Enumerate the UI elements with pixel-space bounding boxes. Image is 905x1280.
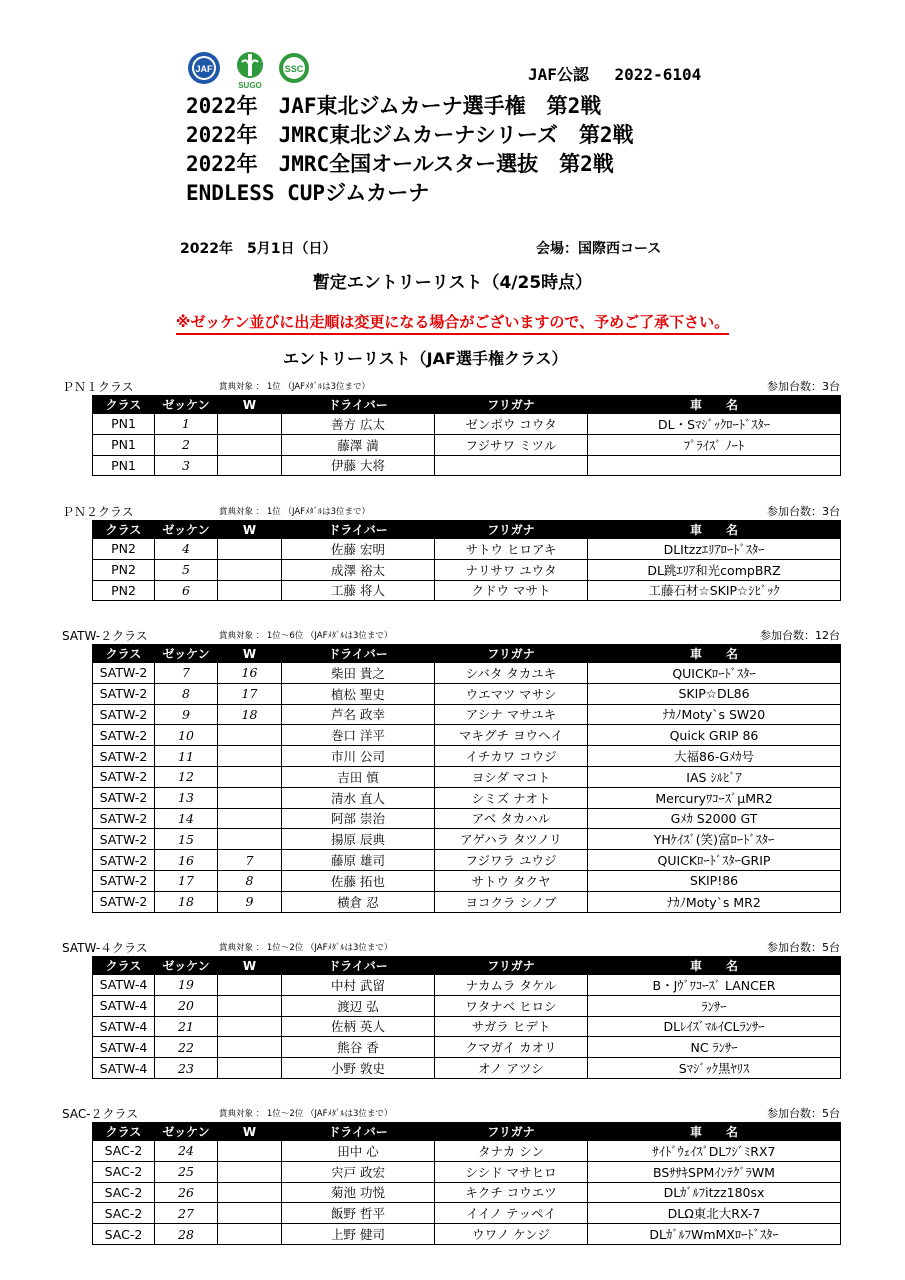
cell-class: SATW-2: [93, 704, 155, 725]
class-section: [62, 939, 842, 1079]
class-name: ＰＮ１クラス: [62, 380, 134, 394]
entry-table: [92, 956, 841, 1079]
cell-driver: 小野 敦史: [282, 1058, 435, 1079]
cell-driver: 清水 直人: [282, 787, 435, 808]
table-row: [93, 455, 841, 476]
cell-furigana: フジサワ ミツル: [435, 434, 588, 455]
cell-car-name: SKIP☆DL86: [588, 683, 841, 704]
cell-number: 22: [155, 1037, 218, 1058]
jaf-approval-number: JAF公認 2022-6104: [528, 65, 702, 84]
cell-number: 12: [155, 766, 218, 787]
cell-number: 17: [155, 870, 218, 891]
cell-class: SAC-2: [93, 1203, 155, 1224]
table-header-row: [93, 645, 841, 663]
cell-furigana: シシド マサヒロ: [435, 1161, 588, 1182]
cell-class: SATW-2: [93, 870, 155, 891]
cell-driver: 佐藤 宏明: [282, 539, 435, 560]
cell-car-name: DLｶﾞﾙﾌitzz180sx: [588, 1182, 841, 1203]
prize-criteria: 賞典対象 ： 1位～6位 （JAFﾒﾀﾞﾙは3位まで）: [219, 631, 393, 641]
ssc-logo: [279, 53, 309, 83]
table-row: [93, 1058, 841, 1079]
cell-class: SATW-2: [93, 787, 155, 808]
cell-class: SATW-2: [93, 683, 155, 704]
prize-criteria: 賞典対象 ： 1位 （JAFﾒﾀﾞﾙは3位まで）: [219, 382, 370, 392]
cell-car-name: BSｻｻｷSPMｲﾝﾃｸﾞﾗWM: [588, 1161, 841, 1182]
class-section-header: [62, 627, 842, 644]
entry-count: 参加台数：5台: [767, 941, 840, 954]
cell-number: 21: [155, 1016, 218, 1037]
cell-w: [218, 580, 282, 601]
event-title-line: 2022年 JMRC全国オールスター選抜 第2戦: [186, 152, 614, 176]
cell-number: 11: [155, 746, 218, 767]
table-row: [93, 725, 841, 746]
class-name: SATW-２クラス: [62, 629, 148, 643]
table-row: [93, 683, 841, 704]
cell-car-name: DL・Sﾏｼﾞｯｸﾛｰﾄﾞｽﾀｰ: [588, 414, 841, 435]
cell-driver: 工藤 将人: [282, 580, 435, 601]
cell-furigana: タナカ シン: [435, 1141, 588, 1162]
cell-car-name: YHｹｲｽﾞ(笑)富ﾛｰﾄﾞｽﾀｰ: [588, 829, 841, 850]
column-header-driver: ドライバー: [282, 957, 435, 975]
event-title-line: 2022年 JMRC東北ジムカーナシリーズ 第2戦: [186, 123, 634, 147]
table-row: [93, 1182, 841, 1203]
cell-number: 27: [155, 1203, 218, 1224]
event-title-line: 2022年 JAF東北ジムカーナ選手権 第2戦: [186, 94, 602, 118]
cell-number: 6: [155, 580, 218, 601]
cell-furigana: シミズ ナオト: [435, 787, 588, 808]
cell-driver: 渡辺 弘: [282, 995, 435, 1016]
cell-driver: 上野 健司: [282, 1224, 435, 1245]
cell-driver: 菊池 功悦: [282, 1182, 435, 1203]
class-name: ＰＮ２クラス: [62, 505, 134, 519]
cell-w: [218, 1224, 282, 1245]
table-header-row: [93, 396, 841, 414]
class-name: SAC-２クラス: [62, 1107, 139, 1121]
column-header-w: W: [218, 957, 282, 975]
cell-number: 14: [155, 808, 218, 829]
column-header-driver: ドライバー: [282, 645, 435, 663]
cell-w: [218, 539, 282, 560]
cell-w: [218, 1037, 282, 1058]
class-section: [62, 627, 842, 913]
cell-car-name: DLItzzｴﾘｱﾛｰﾄﾞｽﾀｰ: [588, 539, 841, 560]
class-section: [62, 1105, 842, 1245]
cell-class: PN2: [93, 539, 155, 560]
cell-w: [218, 1058, 282, 1079]
column-header-furigana: フリガナ: [435, 396, 588, 414]
cell-car-name: Sﾏｼﾞｯｸ黒ﾔﾘｽ: [588, 1058, 841, 1079]
column-header-class: クラス: [93, 396, 155, 414]
table-header-row: [93, 957, 841, 975]
cell-w: [218, 787, 282, 808]
cell-number: 2: [155, 434, 218, 455]
cell-class: PN2: [93, 580, 155, 601]
column-header-furigana: フリガナ: [435, 957, 588, 975]
cell-class: SATW-2: [93, 829, 155, 850]
table-row: [93, 891, 841, 912]
cell-driver: 伊藤 大将: [282, 455, 435, 476]
cell-furigana: ウエマツ マサシ: [435, 683, 588, 704]
cell-class: PN1: [93, 455, 155, 476]
cell-car-name: ﾗﾝｻｰ: [588, 995, 841, 1016]
prize-criteria: 賞典対象 ： 1位 （JAFﾒﾀﾞﾙは3位まで）: [219, 507, 370, 517]
cell-class: PN2: [93, 559, 155, 580]
event-venue: 会場：国際西コース: [536, 241, 662, 257]
class-section-header: [62, 503, 842, 520]
cell-car-name: QUICKﾛｰﾄﾞｽﾀｰ: [588, 663, 841, 684]
cell-number: 9: [155, 704, 218, 725]
cell-furigana: アシナ マサユキ: [435, 704, 588, 725]
cell-driver: 藤原 雄司: [282, 850, 435, 871]
cell-w: [218, 414, 282, 435]
entry-count: 参加台数：5台: [767, 1107, 840, 1120]
cell-furigana: ヨシダ マコト: [435, 766, 588, 787]
cell-w: [218, 766, 282, 787]
event-titles: [186, 92, 633, 208]
cell-furigana: ナカムラ タケル: [435, 975, 588, 996]
svg-text:SSC: SSC: [284, 64, 304, 74]
cell-car-name: ｻｲﾄﾞｳｪｲｽﾞDLﾌｼﾞﾐRX7: [588, 1141, 841, 1162]
sugo-logo: [237, 52, 263, 90]
cell-car-name: MercuryﾜｺｰｽﾞμMR2: [588, 787, 841, 808]
table-row: [93, 663, 841, 684]
cell-w: [218, 455, 282, 476]
column-header-w: W: [218, 1123, 282, 1141]
cell-class: PN1: [93, 434, 155, 455]
cell-number: 23: [155, 1058, 218, 1079]
cell-driver: 佐藤 拓也: [282, 870, 435, 891]
cell-class: SATW-2: [93, 746, 155, 767]
column-header-driver: ドライバー: [282, 1123, 435, 1141]
prize-criteria: 賞典対象 ： 1位～2位 （JAFﾒﾀﾞﾙは3位まで）: [219, 1109, 393, 1119]
cell-number: 13: [155, 787, 218, 808]
class-section: [62, 503, 842, 601]
column-header-number: ゼッケン: [155, 521, 218, 539]
cell-car-name: DL跳ｴﾘｱ和光compBRZ: [588, 559, 841, 580]
cell-furigana: サトウ ヒロアキ: [435, 539, 588, 560]
entry-count: 参加台数：3台: [767, 505, 840, 518]
cell-driver: 田中 心: [282, 1141, 435, 1162]
cell-car-name: B・Jｳﾞﾜｺｰｽﾞ LANCER: [588, 975, 841, 996]
cell-w: [218, 1203, 282, 1224]
table-row: [93, 829, 841, 850]
svg-text:JAF: JAF: [195, 64, 213, 74]
cell-number: 7: [155, 663, 218, 684]
cell-car-name: Quick GRIP 86: [588, 725, 841, 746]
cell-car-name: ﾌﾟﾗｲｽﾞ ﾉｰﾄ: [588, 434, 841, 455]
table-row: [93, 870, 841, 891]
cell-w: [218, 995, 282, 1016]
cell-car-name: DLｶﾞﾙﾌWmMXﾛｰﾄﾞｽﾀｰ: [588, 1224, 841, 1245]
column-header-car-name: 車 名: [588, 1123, 841, 1141]
cell-furigana: イチカワ コウジ: [435, 746, 588, 767]
table-row: [93, 1203, 841, 1224]
cell-class: SATW-4: [93, 1016, 155, 1037]
table-row: [93, 808, 841, 829]
column-header-class: クラス: [93, 521, 155, 539]
cell-w: 17: [218, 683, 282, 704]
class-name: SATW-４クラス: [62, 941, 148, 955]
column-header-furigana: フリガナ: [435, 521, 588, 539]
table-row: [93, 975, 841, 996]
cell-w: [218, 746, 282, 767]
cell-driver: 横倉 忍: [282, 891, 435, 912]
table-row: [93, 1161, 841, 1182]
jaf-logo: [188, 52, 220, 84]
cell-driver: 揚原 辰典: [282, 829, 435, 850]
cell-furigana: アゲハラ タツノリ: [435, 829, 588, 850]
cell-w: 7: [218, 850, 282, 871]
cell-furigana: サガラ ヒデト: [435, 1016, 588, 1037]
cell-class: SATW-2: [93, 766, 155, 787]
cell-driver: 巻口 洋平: [282, 725, 435, 746]
cell-class: SATW-4: [93, 1058, 155, 1079]
entry-table: [92, 644, 841, 913]
cell-class: SATW-2: [93, 891, 155, 912]
cell-furigana: ウワノ ケンジ: [435, 1224, 588, 1245]
cell-car-name: DLΩ東北大RX-7: [588, 1203, 841, 1224]
column-header-number: ゼッケン: [155, 957, 218, 975]
cell-car-name: ﾅｶﾉMoty`s MR2: [588, 891, 841, 912]
event-date: 2022年 5月1日（日）: [180, 241, 337, 257]
cell-driver: 阿部 崇治: [282, 808, 435, 829]
table-row: [93, 414, 841, 435]
cell-class: SAC-2: [93, 1141, 155, 1162]
cell-number: 24: [155, 1141, 218, 1162]
cell-furigana: ナリサワ ユウタ: [435, 559, 588, 580]
cell-w: [218, 975, 282, 996]
class-section-header: [62, 378, 842, 395]
cell-furigana: キクチ コウエツ: [435, 1182, 588, 1203]
column-header-number: ゼッケン: [155, 645, 218, 663]
cell-driver: 宍戸 政宏: [282, 1161, 435, 1182]
table-row: [93, 787, 841, 808]
entry-table: [92, 1122, 841, 1245]
cell-w: [218, 1016, 282, 1037]
cell-class: SATW-2: [93, 808, 155, 829]
column-header-driver: ドライバー: [282, 396, 435, 414]
table-row: [93, 850, 841, 871]
cell-driver: 善方 広太: [282, 414, 435, 435]
cell-furigana: クドウ マサト: [435, 580, 588, 601]
column-header-furigana: フリガナ: [435, 645, 588, 663]
column-header-w: W: [218, 521, 282, 539]
table-row: [93, 580, 841, 601]
cell-driver: 吉田 慎: [282, 766, 435, 787]
cell-furigana: ゼンポウ コウタ: [435, 414, 588, 435]
cell-class: SAC-2: [93, 1161, 155, 1182]
column-header-w: W: [218, 645, 282, 663]
cell-number: 16: [155, 850, 218, 871]
change-notice: [0, 311, 905, 332]
cell-car-name: 大福86-Gﾒｶ号: [588, 746, 841, 767]
column-header-furigana: フリガナ: [435, 1123, 588, 1141]
cell-driver: 市川 公司: [282, 746, 435, 767]
cell-w: [218, 1141, 282, 1162]
cell-number: 8: [155, 683, 218, 704]
cell-driver: 佐柄 英人: [282, 1016, 435, 1037]
cell-number: 3: [155, 455, 218, 476]
entry-count: 参加台数：3台: [767, 380, 840, 393]
cell-car-name: QUICKﾛｰﾄﾞｽﾀｰGRIP: [588, 850, 841, 871]
svg-text:SUGO: SUGO: [238, 81, 262, 90]
event-title-line: ENDLESS CUPジムカーナ: [186, 181, 430, 205]
entry-table: [92, 395, 841, 476]
entry-table: [92, 520, 841, 601]
cell-number: 5: [155, 559, 218, 580]
table-row: [93, 1141, 841, 1162]
cell-class: SAC-2: [93, 1224, 155, 1245]
cell-driver: 熊谷 香: [282, 1037, 435, 1058]
column-header-class: クラス: [93, 1123, 155, 1141]
cell-driver: 藤澤 満: [282, 434, 435, 455]
table-row: [93, 746, 841, 767]
cell-w: [218, 725, 282, 746]
table-header-row: [93, 521, 841, 539]
column-header-car-name: 車 名: [588, 396, 841, 414]
cell-number: 19: [155, 975, 218, 996]
table-row: [93, 1016, 841, 1037]
cell-class: SATW-4: [93, 975, 155, 996]
cell-furigana: マキグチ ヨウヘイ: [435, 725, 588, 746]
cell-driver: 芦名 政幸: [282, 704, 435, 725]
class-section: [62, 378, 842, 476]
column-header-class: クラス: [93, 645, 155, 663]
column-header-w: W: [218, 396, 282, 414]
column-header-car-name: 車 名: [588, 521, 841, 539]
cell-car-name: IAS ｼﾙﾋﾞｱ: [588, 766, 841, 787]
cell-number: 10: [155, 725, 218, 746]
column-header-car-name: 車 名: [588, 645, 841, 663]
cell-number: 28: [155, 1224, 218, 1245]
cell-furigana: サトウ タクヤ: [435, 870, 588, 891]
class-section-header: [62, 939, 842, 956]
cell-car-name: DLﾚｲｽﾞﾏﾙｲCLﾗﾝｻｰ: [588, 1016, 841, 1037]
cell-class: SATW-4: [93, 995, 155, 1016]
cell-w: 8: [218, 870, 282, 891]
cell-furigana: オノ アツシ: [435, 1058, 588, 1079]
table-row: [93, 1224, 841, 1245]
table-row: [93, 559, 841, 580]
cell-driver: 中村 武留: [282, 975, 435, 996]
cell-number: 1: [155, 414, 218, 435]
cell-class: SATW-4: [93, 1037, 155, 1058]
cell-w: [218, 434, 282, 455]
table-row: [93, 766, 841, 787]
cell-furigana: アベ タカハル: [435, 808, 588, 829]
table-row: [93, 1037, 841, 1058]
cell-car-name: NC ﾗﾝｻｰ: [588, 1037, 841, 1058]
cell-driver: 成澤 裕太: [282, 559, 435, 580]
cell-number: 26: [155, 1182, 218, 1203]
cell-furigana: フジワラ ユウジ: [435, 850, 588, 871]
cell-driver: 飯野 哲平: [282, 1203, 435, 1224]
column-header-car-name: 車 名: [588, 957, 841, 975]
list-title: 暫定エントリーリスト（4/25時点）: [312, 273, 593, 293]
cell-number: 20: [155, 995, 218, 1016]
cell-furigana: クマガイ カオリ: [435, 1037, 588, 1058]
cell-car-name: ﾅｶﾉMoty`s SW20: [588, 704, 841, 725]
cell-number: 18: [155, 891, 218, 912]
logo-group: [186, 50, 326, 90]
class-section-header: [62, 1105, 842, 1122]
cell-car-name: SKIP!86: [588, 870, 841, 891]
cell-w: [218, 1161, 282, 1182]
cell-class: SATW-2: [93, 850, 155, 871]
cell-w: 9: [218, 891, 282, 912]
cell-number: 25: [155, 1161, 218, 1182]
cell-car-name: 工藤石材☆SKIP☆ｼﾋﾞｯｸ: [588, 580, 841, 601]
cell-w: [218, 829, 282, 850]
cell-w: 16: [218, 663, 282, 684]
change-notice-text: ※ゼッケン並びに出走順は変更になる場合がございますので、予めご了承下さい。: [176, 313, 729, 335]
table-row: [93, 434, 841, 455]
cell-furigana: [435, 455, 588, 476]
cell-number: 4: [155, 539, 218, 560]
column-header-number: ゼッケン: [155, 1123, 218, 1141]
cell-furigana: シバタ タカユキ: [435, 663, 588, 684]
cell-w: [218, 1182, 282, 1203]
cell-car-name: [588, 455, 841, 476]
cell-furigana: イイノ テッペイ: [435, 1203, 588, 1224]
cell-furigana: ヨコクラ シノブ: [435, 891, 588, 912]
table-row: [93, 704, 841, 725]
cell-number: 15: [155, 829, 218, 850]
cell-w: 18: [218, 704, 282, 725]
cell-furigana: ワタナベ ヒロシ: [435, 995, 588, 1016]
entry-count: 参加台数：12台: [760, 629, 840, 642]
cell-class: PN1: [93, 414, 155, 435]
cell-class: SATW-2: [93, 663, 155, 684]
table-header-row: [93, 1123, 841, 1141]
cell-driver: 柴田 貴之: [282, 663, 435, 684]
cell-car-name: Gﾒｶ S2000 GT: [588, 808, 841, 829]
cell-w: [218, 559, 282, 580]
column-header-driver: ドライバー: [282, 521, 435, 539]
cell-w: [218, 808, 282, 829]
cell-driver: 植松 聖史: [282, 683, 435, 704]
column-header-number: ゼッケン: [155, 396, 218, 414]
cell-class: SAC-2: [93, 1182, 155, 1203]
column-header-class: クラス: [93, 957, 155, 975]
cell-class: SATW-2: [93, 725, 155, 746]
entry-list-title: エントリーリスト（JAF選手権クラス）: [283, 349, 568, 368]
table-row: [93, 995, 841, 1016]
prize-criteria: 賞典対象 ： 1位～2位 （JAFﾒﾀﾞﾙは3位まで）: [219, 943, 393, 953]
table-row: [93, 539, 841, 560]
